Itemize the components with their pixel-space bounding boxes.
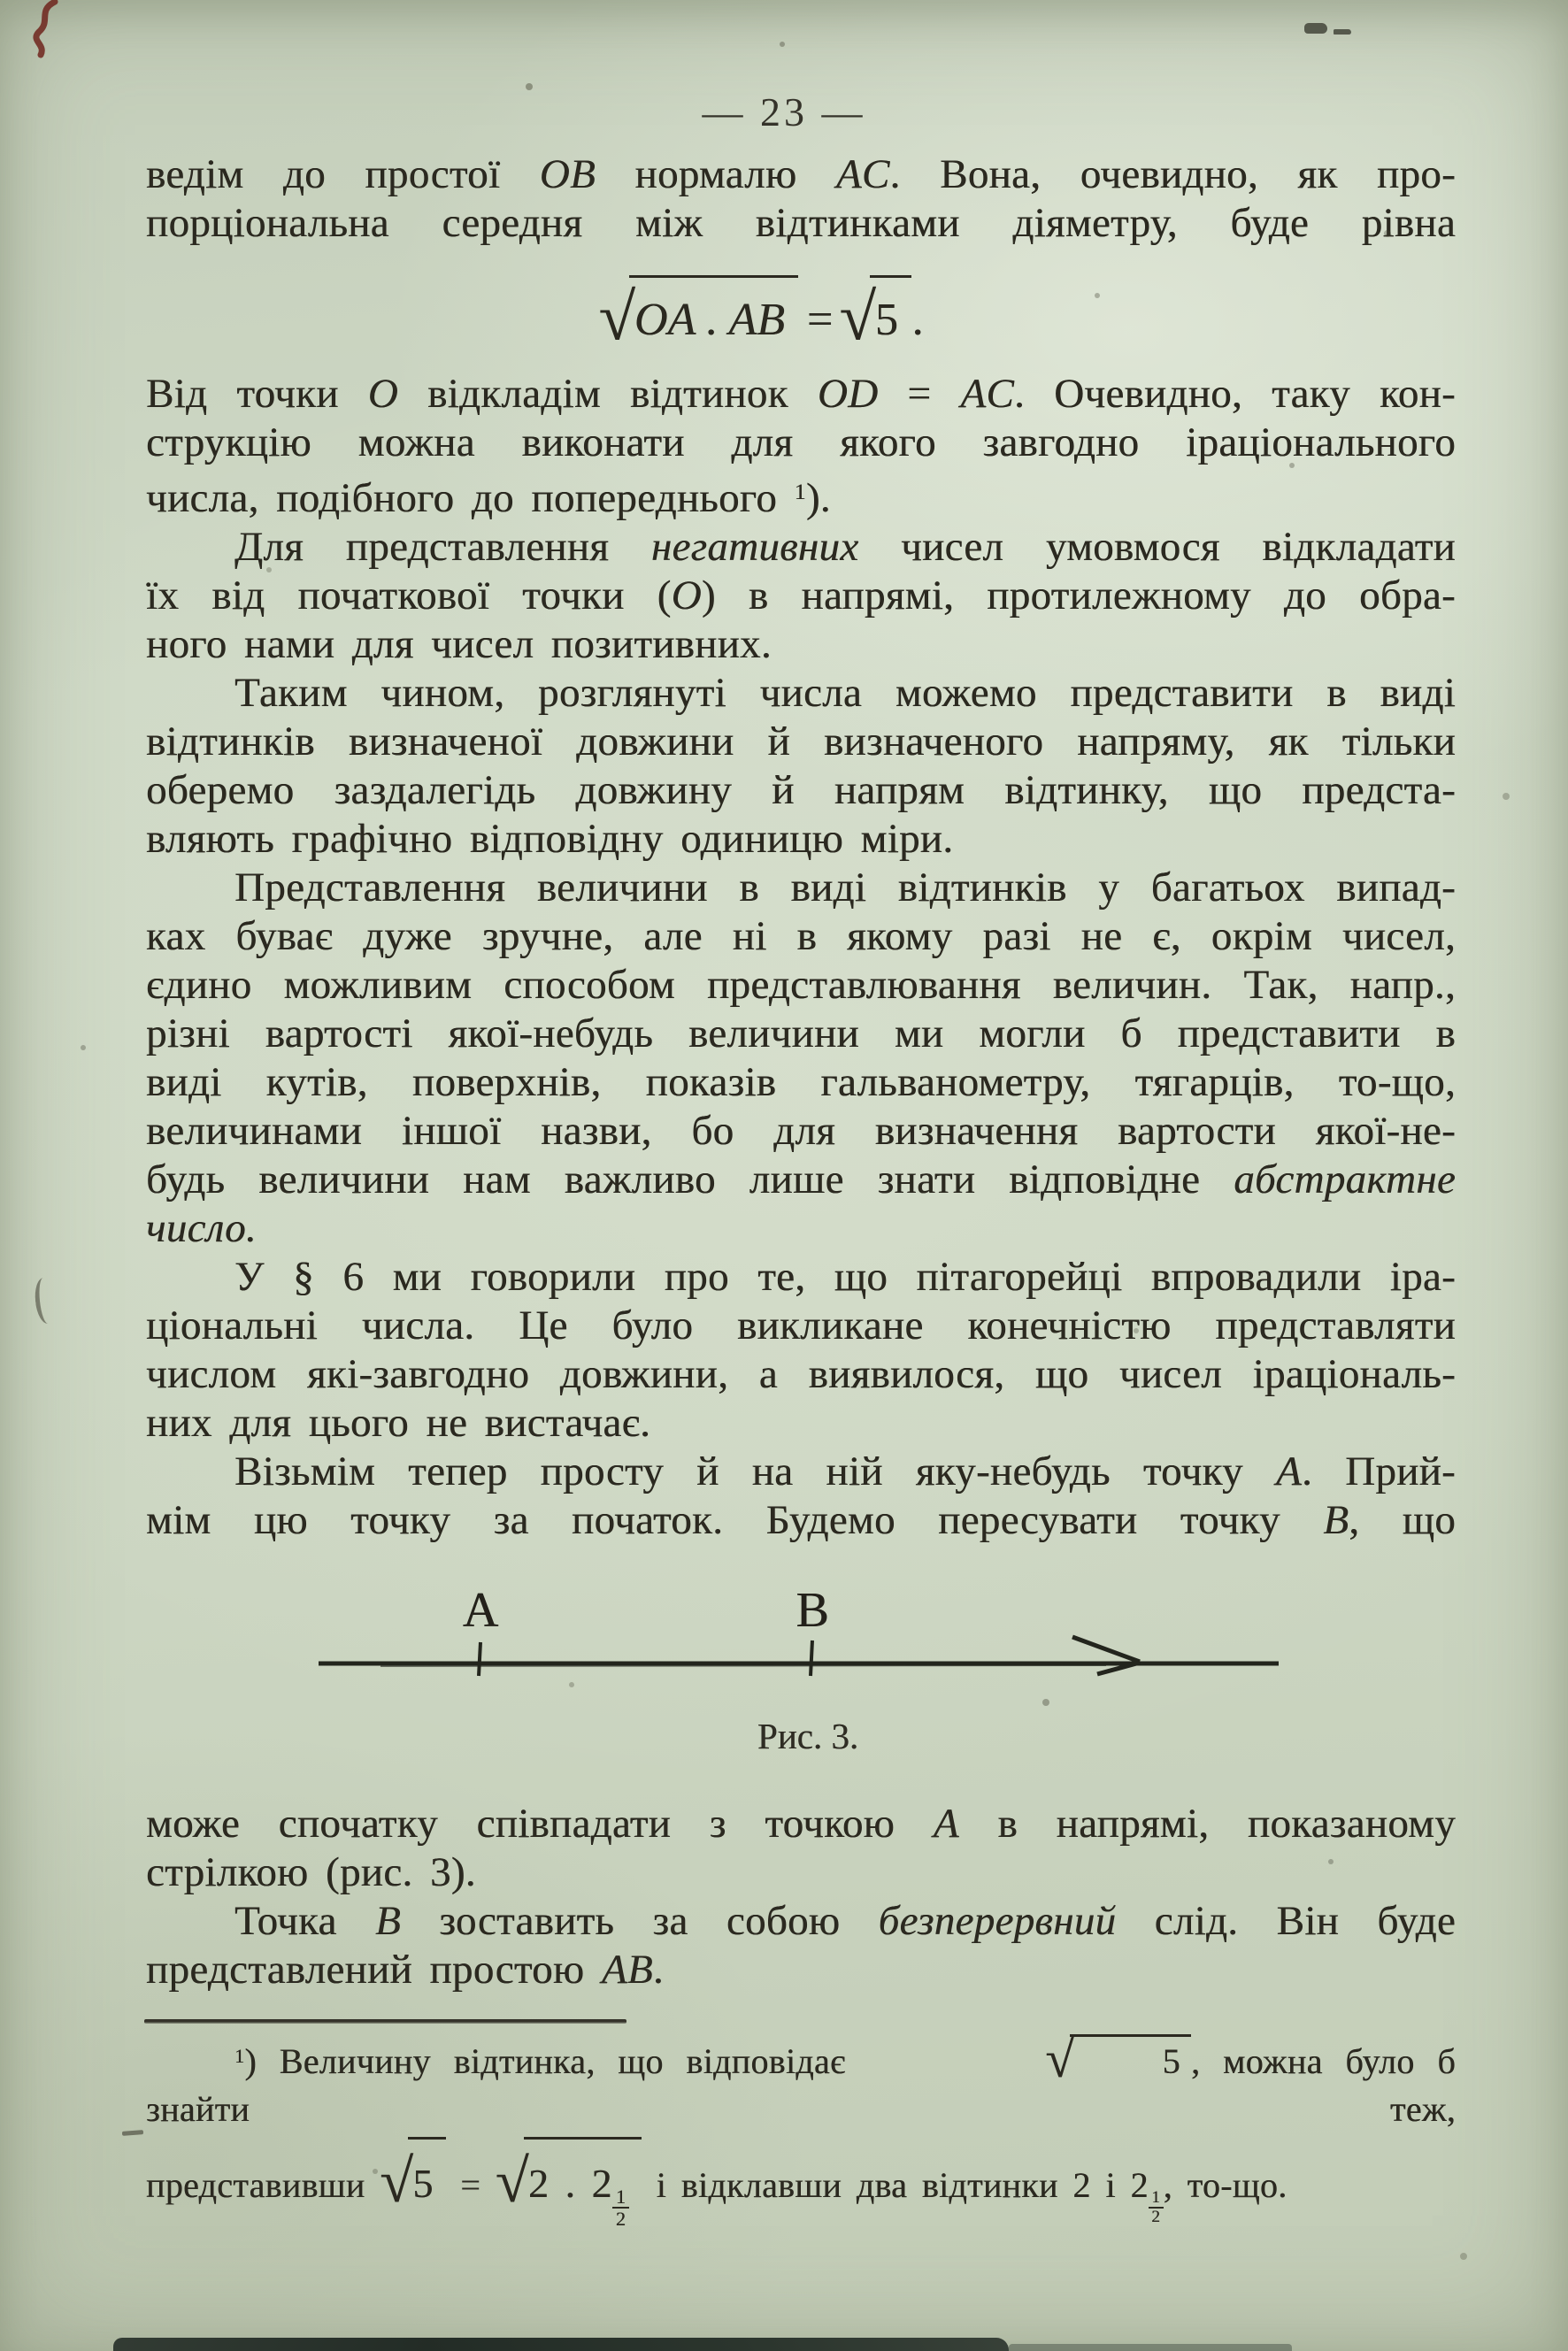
text-segment: 1: [794, 479, 806, 504]
text-segment: A: [933, 1801, 959, 1847]
text-segment: ) Величину відтинка, що відповідає: [244, 2041, 869, 2081]
tick-a: [479, 1642, 480, 1676]
text-segment: оберемо заздалегідь довжину й напрям відтинку, що предста-: [146, 767, 1456, 814]
text-segment: виді кутів, поверхнів, показів гальванометру, тягарців, то-що,: [146, 1059, 1456, 1106]
figure-caption: Рис. 3.: [757, 1716, 859, 1756]
text-segment: B: [374, 1898, 401, 1944]
text-line: [146, 572, 1456, 620]
text-line: [146, 1350, 1456, 1399]
paper-specks: [0, 0, 4, 4]
margin-mark: [33, 1277, 58, 1325]
text-line: [146, 1010, 1456, 1058]
text-segment: стрілкою (рис. 3).: [146, 1849, 476, 1895]
text-line: [146, 1848, 1456, 1897]
text-line: [146, 1253, 1456, 1302]
radicand: OA . AB: [629, 275, 799, 361]
text-line: [146, 467, 1456, 523]
text-segment: Візьмім тепер просту й на ній яку-небудь точку: [234, 1448, 1276, 1495]
text-line: [146, 1496, 1456, 1545]
ink-speck: [1304, 23, 1327, 34]
text-segment: O: [671, 572, 702, 619]
text-line: [146, 1058, 1456, 1107]
text-segment: A: [1275, 1448, 1302, 1495]
text-line: [146, 2032, 1456, 2133]
text-segment: слід. Він буде: [1116, 1898, 1456, 1944]
text-segment: =: [878, 371, 961, 417]
stray-mark: [122, 2130, 143, 2136]
text-segment: . Очевидно, таку кон-: [1014, 371, 1456, 417]
text-line: [146, 620, 1456, 669]
text-segment: ного нами для чисел позитивних.: [146, 621, 772, 668]
sqrt-formula: [146, 273, 1376, 357]
text-segment: різні вартості якої-небудь величини ми могли б представити в: [146, 1010, 1456, 1057]
arrowhead-icon: [1072, 1637, 1140, 1674]
text-line: [146, 1897, 1456, 1946]
text-segment: ках буває дуже зручне, але ні в якому разі не є, окрім чисел,: [146, 913, 1456, 960]
text-segment: числом які-завгодно довжини, а виявилося, що чисел іраціональ-: [146, 1351, 1456, 1398]
text-segment: безперервний: [878, 1898, 1117, 1944]
formula-period: .: [911, 295, 924, 345]
text-segment: Для представлення: [234, 524, 651, 571]
equals-sign: =: [806, 295, 832, 345]
text-line: [146, 419, 1456, 467]
text-segment: величинами іншої назви, бо для визначення вартости якої-не-: [146, 1108, 1456, 1155]
text-line: [146, 1107, 1456, 1156]
figure-point-label-b: B: [796, 1583, 829, 1638]
fraction: $\frac{1}{2}$: [612, 2186, 629, 2231]
text-line: [146, 370, 1456, 419]
text-segment: абстрактне: [1234, 1156, 1456, 1203]
text-segment: і відклавши два відтинки 2 і 2: [641, 2165, 1149, 2205]
text-segment: 2 . 2: [528, 2161, 612, 2206]
text-segment: порціональна середня між відтинками діяметру, буде рівна: [146, 200, 1456, 246]
text-line: [146, 199, 1456, 248]
figure-3: [0, 1566, 1568, 1787]
text-line: [146, 150, 1456, 199]
text-segment: AC: [960, 371, 1015, 417]
radicand: 5: [870, 275, 912, 361]
text-segment: в напрямі, показаному: [958, 1801, 1456, 1847]
text-segment: =: [445, 2165, 496, 2205]
text-line: [146, 669, 1456, 718]
footnote-rule: [144, 2019, 626, 2024]
text-line: [146, 1800, 1456, 1848]
text-line: [146, 766, 1456, 815]
text-line: [146, 815, 1456, 864]
text-segment: , можна було б знайти теж,: [146, 2041, 1456, 2129]
text-segment: 5: [412, 2161, 434, 2206]
figure-point-label-a: A: [462, 1583, 499, 1638]
text-segment: ).: [805, 475, 831, 522]
text-segment: відтинків визначеної довжини й визначеного напряму, як тільки: [146, 718, 1456, 765]
text-segment: мім цю точку за початок. Будемо пересувати точку: [146, 1497, 1324, 1544]
sqrt-expression: [840, 273, 912, 361]
text-segment: зоставить за собою: [400, 1898, 879, 1944]
text-line: [146, 1156, 1456, 1204]
text-line: [146, 961, 1456, 1010]
text-segment: Точка: [234, 1898, 375, 1944]
text-segment: , що: [1349, 1497, 1456, 1544]
radical-sign: √: [495, 2147, 529, 2215]
text-segment: нормалю: [596, 151, 836, 197]
text-segment: ведім до простої: [146, 151, 540, 197]
sqrt-expression: [380, 2133, 445, 2227]
text-line: [146, 864, 1456, 912]
text-segment: .: [652, 1947, 664, 1993]
text-segment: них для цього не вистачає.: [146, 1400, 651, 1447]
text-segment: 5: [1162, 2041, 1180, 2081]
page-number: — 23 —: [702, 89, 866, 134]
pen-mark-icon: [19, 0, 81, 62]
scan-artifact-band: [113, 2338, 1009, 2351]
text-segment: AB: [601, 1947, 653, 1993]
text-segment: 1: [234, 2044, 245, 2067]
text-line: [146, 1204, 1456, 1253]
text-segment: єдино можливим способом представлювання величин. Так, напр.,: [146, 962, 1456, 1009]
radical-sign: √: [598, 280, 635, 355]
radical-sign: √: [839, 280, 876, 355]
text-segment: числа, подібного до попереднього: [146, 475, 795, 522]
text-segment: число.: [146, 1205, 257, 1252]
text-line: [146, 1399, 1456, 1448]
text-segment: їх від початкової точки (: [146, 572, 672, 619]
text-segment: AC: [835, 151, 890, 197]
text-segment: OB: [539, 151, 596, 197]
fraction: $\frac{1}{2}$: [1149, 2189, 1164, 2227]
text-segment: вляють графічно відповідну одиницю міри.: [146, 816, 954, 863]
paragraph-block-main: [146, 370, 1456, 1545]
scan-artifact-band-tail: [1009, 2344, 1292, 2351]
text-segment: O: [367, 371, 399, 417]
text-segment: OD: [817, 371, 879, 417]
text-segment: ціональні числа. Це було викликане конечністю представляти: [146, 1302, 1456, 1349]
text-segment: може спочатку співпадати з точкою: [146, 1801, 934, 1847]
text-line: [146, 1946, 1456, 1994]
tick-b: [811, 1640, 812, 1676]
radical-sign: √: [1045, 2030, 1075, 2089]
text-segment: , то-що.: [1163, 2165, 1287, 2205]
footnote-block: [146, 2032, 1456, 2230]
text-segment: . Вона, очевидно, як про-: [889, 151, 1456, 197]
text-segment: представивши: [146, 2165, 380, 2205]
number-line-shade: [380, 1665, 1106, 1666]
text-segment: будь величини нам важливо лише знати відповідне: [146, 1156, 1234, 1203]
text-segment: У § 6 ми говорили про те, що пітагорейці впровадили іра-: [234, 1254, 1456, 1301]
text-segment: . Прий-: [1301, 1448, 1456, 1495]
text-line: [146, 1448, 1456, 1496]
sqrt-expression: [868, 2030, 1191, 2089]
text-line: [146, 523, 1456, 572]
text-segment: негативних: [650, 524, 859, 571]
text-line: [146, 718, 1456, 766]
sqrt-expression: [599, 273, 799, 361]
text-segment: відкладім відтинок: [398, 371, 818, 417]
text-line: [146, 2133, 1456, 2230]
radical-sign: √: [380, 2147, 414, 2215]
text-segment: струкцію можна виконати для якого завгодно іраціонального: [146, 419, 1456, 465]
text-segment: Від точки: [146, 371, 368, 417]
text-line: [146, 1302, 1456, 1350]
number-line-figure: [0, 1566, 1568, 1699]
text-segment: представлений простою: [146, 1947, 602, 1993]
text-line: [146, 912, 1456, 961]
paragraph-block-top: [146, 150, 1456, 248]
paragraph-block-bottom: [146, 1800, 1456, 1994]
text-segment: B: [1323, 1497, 1349, 1544]
text-segment: Представлення величини в виді відтинків у багатьох випад-: [234, 864, 1456, 911]
text-segment: Таким чином, розглянуті числа можемо представити в виді: [234, 670, 1456, 717]
sqrt-expression: [496, 2133, 642, 2230]
text-segment: чисел умовмося відкладати: [858, 524, 1456, 571]
text-segment: ) в напрямі, протилежному до обра-: [701, 572, 1456, 619]
